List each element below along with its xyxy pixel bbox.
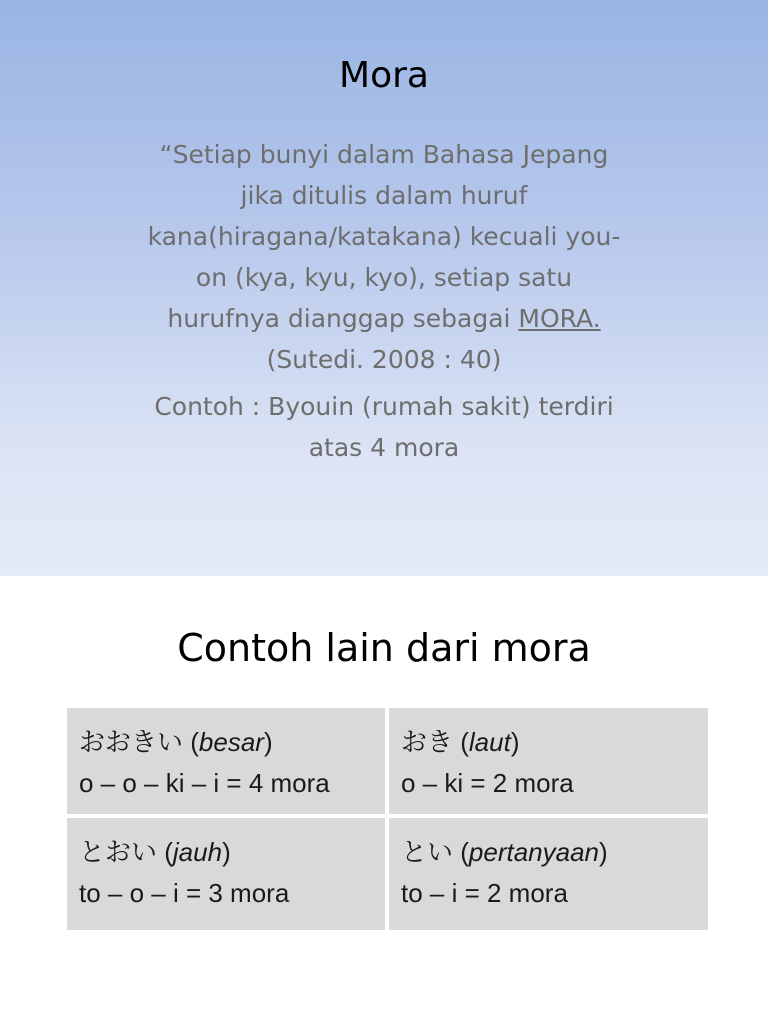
- quote-line: “Setiap bunyi dalam Bahasa Jepang: [159, 140, 609, 169]
- quote-line: [104, 298, 664, 339]
- table-cell: おき (laut) o – ki = 2 mora: [389, 708, 708, 814]
- kana-word: おおきい: [79, 727, 184, 757]
- word-meaning: jauh: [172, 837, 223, 867]
- kana-word: おき: [401, 727, 454, 757]
- word-meaning: laut: [468, 727, 511, 757]
- kana-word: とい: [401, 837, 454, 867]
- quote-line: jika ditulis dalam huruf: [240, 181, 528, 210]
- quote-line: on (kya, kyu, kyo), setiap satu: [195, 263, 573, 292]
- slide-title: Contoh lain dari mora: [177, 626, 591, 670]
- example-line: atas 4 mora: [308, 433, 460, 462]
- definition-quote: [104, 134, 664, 380]
- table-cell: とおい (jauh) to – o – i = 3 mora: [67, 818, 385, 930]
- quote-text: hurufnya dianggap sebagai: [167, 304, 519, 333]
- slide-mora-examples: [0, 576, 768, 1024]
- slide-title: Mora: [339, 55, 429, 96]
- kana-word: とおい: [79, 837, 158, 867]
- word-meaning: pertanyaan: [468, 837, 600, 867]
- mora-table: [67, 708, 708, 930]
- example-text: [104, 386, 664, 468]
- citation: (Sutedi. 2008 : 40): [266, 345, 502, 374]
- mora-breakdown: o – ki = 2 mora: [401, 768, 574, 798]
- mora-term: MORA.: [518, 304, 601, 333]
- word-meaning: besar: [198, 727, 264, 757]
- quote-line: kana(hiragana/katakana) kecuali you-: [147, 222, 621, 251]
- mora-breakdown: to – o – i = 3 mora: [79, 878, 290, 908]
- mora-breakdown: o – o – ki – i = 4 mora: [79, 768, 330, 798]
- table-cell: とい (pertanyaan) to – i = 2 mora: [389, 818, 708, 930]
- example-line: Contoh : Byouin (rumah sakit) terdiri: [154, 392, 614, 421]
- mora-breakdown: to – i = 2 mora: [401, 878, 568, 908]
- table-cell: おおきい (besar) o – o – ki – i = 4 mora: [67, 708, 385, 814]
